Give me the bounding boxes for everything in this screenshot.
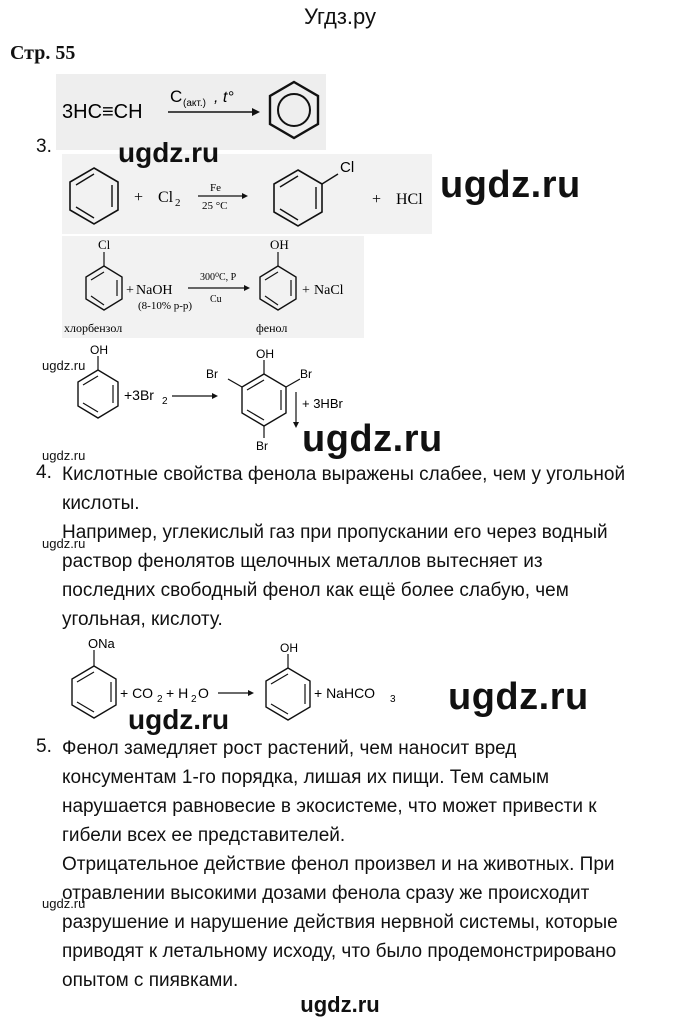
- text-line: гибели всех ее представителей.: [62, 825, 346, 846]
- item-5-paragraph-1: [62, 734, 597, 850]
- watermark: ugdz.ru: [42, 896, 86, 911]
- byproduct-hcl: HCl: [396, 191, 423, 208]
- reagent-bromine: +3Br: [124, 387, 154, 403]
- plus-sign: +: [372, 191, 382, 208]
- condition-temperature: , t°: [214, 89, 234, 106]
- benzene-ring: [270, 82, 318, 138]
- condition-carbon: C: [170, 87, 183, 106]
- bromine-substituent: Br: [256, 439, 268, 453]
- hydroxyl-substituent: OH: [280, 641, 298, 655]
- watermark: ugdz.ru: [42, 358, 86, 373]
- label-phenol: фенол: [256, 321, 288, 335]
- reaction-chlorobenzene-hydrolysis: [62, 236, 364, 338]
- water-oxygen: O: [198, 685, 209, 701]
- reactant-acetylene: 3HC≡CH: [62, 101, 143, 123]
- plus-sign: +: [302, 283, 310, 298]
- phenolate-ring: [72, 666, 116, 718]
- text-line: Фенол замедляет рост растений, чем наносит вред: [62, 738, 517, 759]
- product-sodium-bicarbonate: + NaHCO: [314, 685, 376, 701]
- reagent-co2: + CO: [120, 685, 154, 701]
- text-line: нарушается равновесие в экосистеме, что может привести к: [62, 796, 597, 817]
- reagent-bromine-subscript: 2: [162, 396, 168, 407]
- reagent-naoh: NaOH: [136, 283, 173, 298]
- chlorine-substituent: Cl: [98, 237, 111, 252]
- chlorobenzene-ring: [274, 170, 338, 226]
- item-number-4: 4.: [36, 462, 52, 483]
- plus-sign: +: [126, 283, 134, 298]
- reaction-phenolate-carbonation: [62, 632, 442, 732]
- phenol-ring: [78, 370, 118, 418]
- reagent-concentration: (8-10% р-р): [138, 300, 193, 312]
- hydroxyl-substituent: OH: [90, 343, 108, 357]
- item-4-paragraph-2: [62, 518, 608, 634]
- text-line: приводят к летальному исходу, что было продемонстрировано: [62, 941, 617, 962]
- bicarbonate-subscript: 3: [390, 694, 396, 705]
- co2-subscript: 2: [157, 694, 163, 705]
- chlorine-substituent: Cl: [340, 159, 355, 176]
- watermark: ugdz.ru: [42, 448, 86, 463]
- catalyst-copper: Cu: [210, 294, 222, 305]
- text-line: Например, углекислый газ при пропускании его через водный: [62, 522, 608, 543]
- hydroxyl-substituent: OH: [270, 237, 289, 252]
- bromine-substituent: Br: [206, 367, 218, 381]
- item-4-paragraph-1: [62, 460, 625, 518]
- item-number-5: 5.: [36, 736, 52, 757]
- label-chlorobenzene: хлорбензол: [64, 321, 123, 335]
- hydroxyl-substituent: OH: [256, 347, 274, 361]
- text-line: угольная, кислоту.: [62, 609, 223, 630]
- phenol-ring: [266, 668, 310, 720]
- text-line: консументам 1-го порядка, лишая их пищи. Тем самым: [62, 767, 550, 788]
- text-line: Отрицательное действие фенол произвел и на животных. При: [62, 854, 615, 875]
- text-line: кислоты.: [62, 493, 140, 514]
- text-line: последних свободный фенол как ещё более слабую, чем: [62, 580, 569, 601]
- text-line: разрушение и нарушение действия нервной системы, которые: [62, 912, 618, 933]
- condition-temperature: 25 °C: [202, 200, 228, 212]
- plus-sign: +: [134, 189, 144, 206]
- benzene-ring: [70, 168, 118, 224]
- byproduct-hbr: + 3HBr: [302, 396, 343, 411]
- byproduct-nacl: NaCl: [314, 283, 344, 298]
- item-number-3: 3.: [36, 136, 52, 157]
- phenol-ring: [260, 266, 296, 310]
- sodium-phenolate-substituent: ONa: [88, 636, 115, 651]
- text-line: опытом с пиявками.: [62, 970, 239, 991]
- condition-temperature-pressure: 300⁰С, Р: [200, 272, 237, 283]
- reagent-water: + H: [166, 685, 189, 701]
- watermark: ugdz.ru: [42, 536, 86, 551]
- text-line: отравлении высокими дозами фенола сразу же происходит: [62, 883, 590, 904]
- text-line: Кислотные свойства фенола выражены слабее, чем у угольной: [62, 464, 626, 485]
- watermark: ugdz.ru: [128, 704, 230, 735]
- catalyst-iron: Fe: [210, 182, 221, 194]
- bromine-substituent: Br: [300, 367, 312, 381]
- water-subscript: 2: [191, 694, 197, 705]
- reagent-chlorine: Cl: [158, 189, 174, 206]
- footer-watermark: ugdz.ru: [300, 992, 380, 1017]
- watermark: ugdz.ru: [118, 137, 220, 168]
- site-title: Угдз.ру: [303, 4, 377, 29]
- watermark: ugdz.ru: [448, 676, 589, 718]
- watermark: ugdz.ru: [302, 418, 443, 460]
- page-label: Стр. 55: [10, 42, 76, 64]
- item-5-paragraph-2: [62, 850, 618, 995]
- text-line: раствор фенолятов щелочных металлов вытесняет из: [62, 551, 543, 572]
- watermark: ugdz.ru: [440, 164, 581, 206]
- tribromophenol-ring: [228, 374, 300, 438]
- chlorobenzene-ring: [86, 266, 122, 310]
- reagent-chlorine-subscript: 2: [175, 197, 181, 209]
- condition-carbon-activated: (акт.): [183, 98, 206, 109]
